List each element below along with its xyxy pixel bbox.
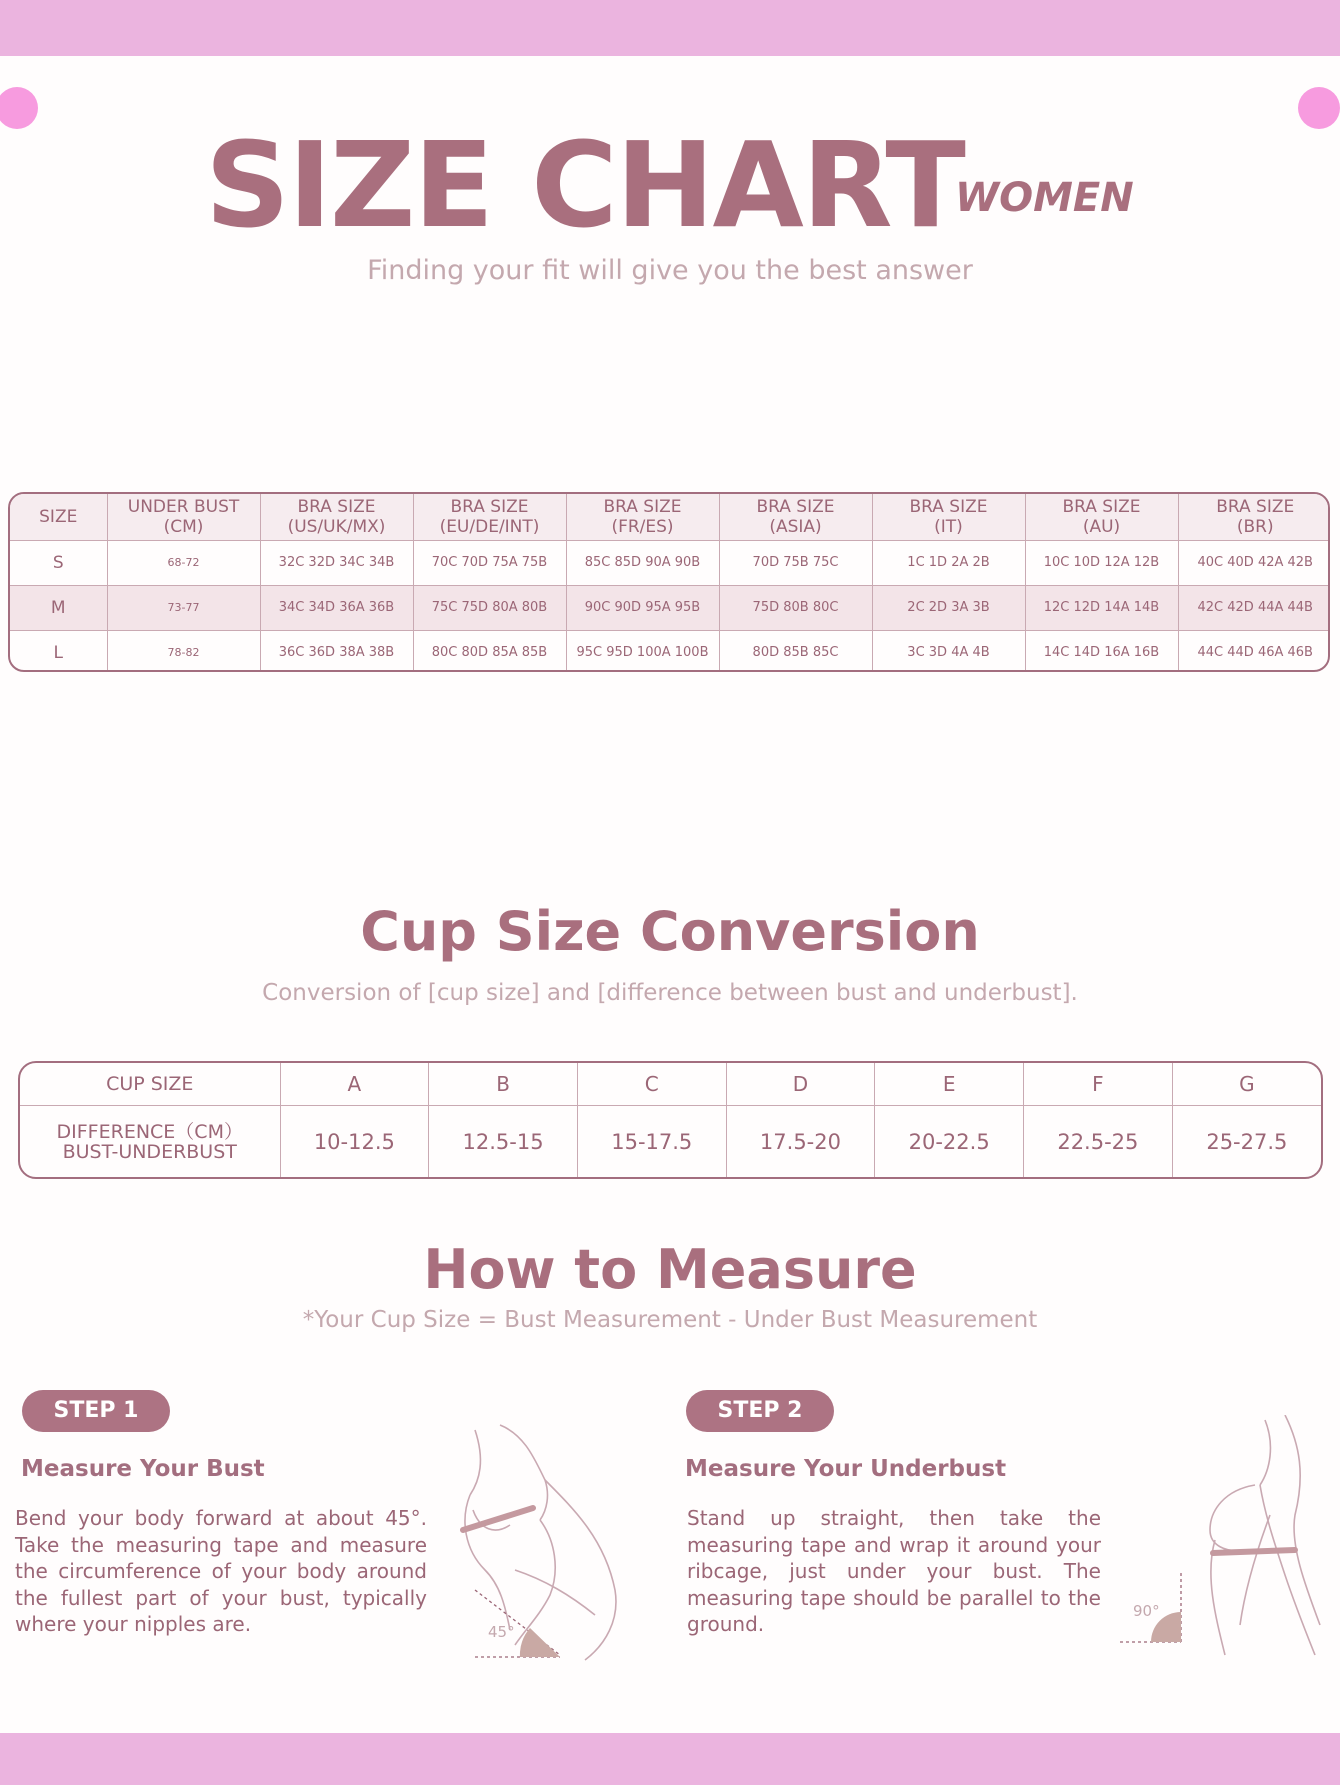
step-2-text: Stand up straight, then take the measuring tape and wrap it around your ribcage, just under your bust. The measuring tape should be parallel to the ground. (687, 1506, 1101, 1636)
table-cell: 75D 80B 80C (719, 585, 872, 630)
table-row (10, 540, 1330, 585)
table-cell: 85C 85D 90A 90B (566, 540, 719, 585)
header (0, 116, 1340, 254)
cup-cell: F (1024, 1063, 1173, 1106)
step-2-badge: STEP 2 (686, 1390, 834, 1432)
bottom-band (0, 1733, 1340, 1785)
header-cell: BRA SIZE (ASIA) (719, 494, 872, 540)
table-cell: 34C 34D 36A 36B (260, 585, 413, 630)
difference-cell: 12.5-15 (429, 1106, 578, 1177)
table-cell: 90C 90D 95A 95B (566, 585, 719, 630)
step-1-text: Bend your body forward at about 45°. Take the measuring tape and measure the circumference of your body around the fullest part of your bust, typically where your nipples are. (15, 1506, 427, 1636)
cup-cell: G (1172, 1063, 1321, 1106)
table-cell: 14C 14D 16A 16B (1025, 630, 1178, 672)
difference-cell: 25-27.5 (1206, 1129, 1288, 1154)
difference-cell: 20-22.5 (875, 1106, 1024, 1177)
header-cell: UNDER BUST (CM) (107, 494, 260, 540)
header-cell: BRA SIZE (IT) (872, 494, 1025, 540)
table-cell: 44C 44D 46A 46B (1197, 645, 1313, 661)
table-cell: 78-82 (107, 630, 260, 672)
header-cell: BRA SIZE (AU) (1025, 494, 1178, 540)
table-cell: 68-72 (107, 540, 260, 585)
cup-row-label: CUP SIZE (20, 1063, 280, 1106)
table-cell: 70C 70D 75A 75B (413, 540, 566, 585)
difference-cell: 15-17.5 (577, 1106, 726, 1177)
difference-row-label: DIFFERENCE（CM） BUST-UNDERBUST (20, 1106, 280, 1177)
table-cell: 42C 42D 44A 44B (1178, 585, 1330, 630)
measure-section-title: How to Measure (423, 1238, 917, 1301)
table-cell: 12C 12D 14A 14B (1025, 585, 1178, 630)
underbust-measure-illustration (1115, 1415, 1340, 1660)
step-2-angle: 90° (1133, 1602, 1160, 1620)
table-cell: 32C 32D 34C 34B (260, 540, 413, 585)
difference-cell: 22.5-25 (1024, 1106, 1173, 1177)
table-cell: 80D 85B 85C (719, 630, 872, 672)
header-cell: BRA SIZE (FR/ES) (566, 494, 719, 540)
table-cell: M (10, 585, 107, 630)
size-table-header-row (10, 494, 1330, 540)
table-cell: 75C 75D 80A 80B (413, 585, 566, 630)
cup-section-title: Cup Size Conversion (360, 900, 980, 963)
table-cell: 36C 36D 38A 38B (260, 630, 413, 672)
table-cell: 80C 80D 85A 85B (413, 630, 566, 672)
page-title: SIZE CHART (205, 116, 964, 254)
table-cell: S (10, 540, 107, 585)
header-cell: BRA SIZE (US/UK/MX) (260, 494, 413, 540)
cup-table (18, 1061, 1323, 1179)
table-cell: 40C 40D 42A 42B (1178, 540, 1330, 585)
difference-cell: 17.5-20 (726, 1106, 875, 1177)
table-row (10, 585, 1330, 630)
table-cell: 73-77 (107, 585, 260, 630)
step-1-badge: STEP 1 (22, 1390, 170, 1432)
table-row (10, 630, 1330, 672)
step-1-heading: Measure Your Bust (21, 1456, 265, 1482)
table-cell: 10C 10D 12A 12B (1025, 540, 1178, 585)
cup-cell: C (577, 1063, 726, 1106)
tagline: Finding your fit will give you the best answer (367, 255, 973, 286)
table-cell: 3C 3D 4A 4B (872, 630, 1025, 672)
measure-section-subtitle: *Your Cup Size = Bust Measurement - Under Bust Measurement (302, 1307, 1038, 1333)
table-cell: 95C 95D 100A 100B (566, 630, 719, 672)
step-1-angle: 45° (488, 1623, 515, 1641)
table-cell: 70D 75B 75C (719, 540, 872, 585)
header-cell: SIZE (10, 494, 107, 540)
cup-cell: A (280, 1063, 429, 1106)
size-table (8, 492, 1330, 672)
difference-row (20, 1106, 1321, 1177)
top-band (0, 0, 1340, 56)
table-cell: 1C 1D 2A 2B (872, 540, 1025, 585)
cup-cell: B (429, 1063, 578, 1106)
cup-section-subtitle: Conversion of [cup size] and [difference between bust and underbust]. (262, 980, 1078, 1006)
table-cell: L (10, 630, 107, 672)
table-cell: 2C 2D 3A 3B (872, 585, 1025, 630)
cup-row (20, 1063, 1321, 1106)
bust-measure-illustration (455, 1420, 655, 1665)
header-cell: BRA SIZE (BR) (1178, 494, 1330, 540)
header-cell: BRA SIZE (EU/DE/INT) (413, 494, 566, 540)
cup-cell: D (726, 1063, 875, 1106)
difference-cell: 10-12.5 (280, 1106, 429, 1177)
women-badge: WOMEN (955, 175, 1134, 221)
step-2-heading: Measure Your Underbust (685, 1456, 1007, 1482)
cup-cell: E (875, 1063, 1024, 1106)
